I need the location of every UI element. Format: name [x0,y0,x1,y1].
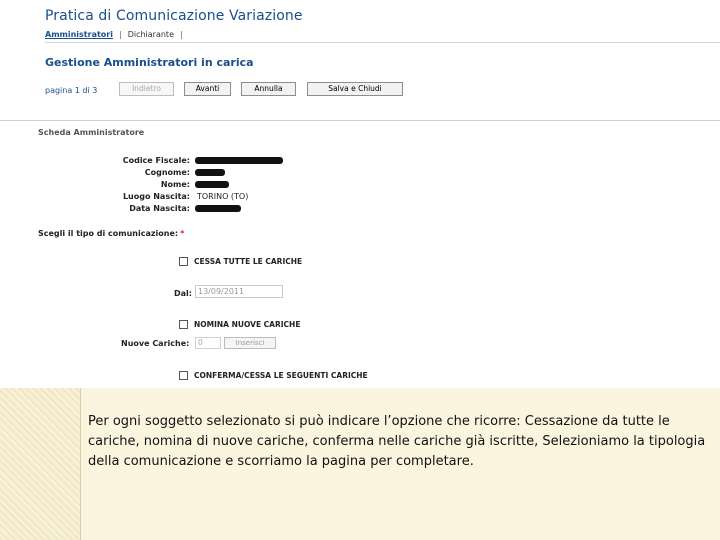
annulla-button[interactable]: Annulla [241,82,296,96]
required-mark: * [180,229,185,238]
scheda-title: Scheda Amministratore [38,128,145,137]
data-nascita-redacted [195,205,241,212]
cognome-label: Cognome: [144,168,190,177]
tab-dichiarante[interactable]: Dichiarante [127,30,174,39]
cessa-tutte-checkbox[interactable] [179,257,188,266]
comunicazione-prompt: Scegli il tipo di comunicazione: * [38,229,185,238]
tab-separator: | [179,30,183,39]
caption-text: Per ogni soggetto selezionato si può indicare l’opzione che ricorre: Cessazione da tutte le cariche, nomina di nuove cariche, conferma nelle cariche già iscritte, Selezioniamo la tipologia della comunicazione e scorriamo la pagina per completare. [88,414,706,469]
inserisci-button[interactable]: Inserisci [224,337,276,349]
conferma-cessa-checkbox[interactable] [179,371,188,380]
tab-amministratori[interactable]: Amministratori [45,30,113,39]
nome-label: Nome: [160,180,190,189]
section-title: Gestione Amministratori in carica [45,56,254,69]
nuove-cariche-label: Nuove Cariche: [121,339,190,348]
data-nascita-label: Data Nascita: [129,204,190,213]
conferma-cessa-label: CONFERMA/CESSA LE SEGUENTI CARICHE [194,371,368,380]
indietro-button[interactable]: Indietro [119,82,174,96]
pagination-label: pagina 1 di 3 [45,86,98,95]
luogo-nascita-label: Luogo Nascita: [122,192,190,201]
luogo-nascita-value: TORINO (TO) [197,192,249,201]
nomina-nuove-label: NOMINA NUOVE CARICHE [194,320,301,329]
nome-redacted [195,181,229,188]
cognome-redacted [195,169,225,176]
page-title: Pratica di Comunicazione Variazione [45,8,303,24]
dal-date-input[interactable]: 13/09/2011 [195,285,283,298]
tab-separator: | [118,30,122,39]
codice-fiscale-label: Codice Fiscale: [122,156,190,165]
nomina-nuove-checkbox[interactable] [179,320,188,329]
dal-label: Dal: [174,289,192,298]
caption-panel-decoration [0,388,81,540]
cessa-tutte-label: CESSA TUTTE LE CARICHE [194,257,303,266]
salva-e-chiudi-button[interactable]: Salva e Chiudi [307,82,403,96]
divider [45,42,720,43]
divider [0,120,720,121]
tab-bar [45,30,189,39]
avanti-button[interactable]: Avanti [184,82,231,96]
nuove-cariche-input[interactable]: 0 [195,337,221,349]
codice-fiscale-redacted [195,157,283,164]
